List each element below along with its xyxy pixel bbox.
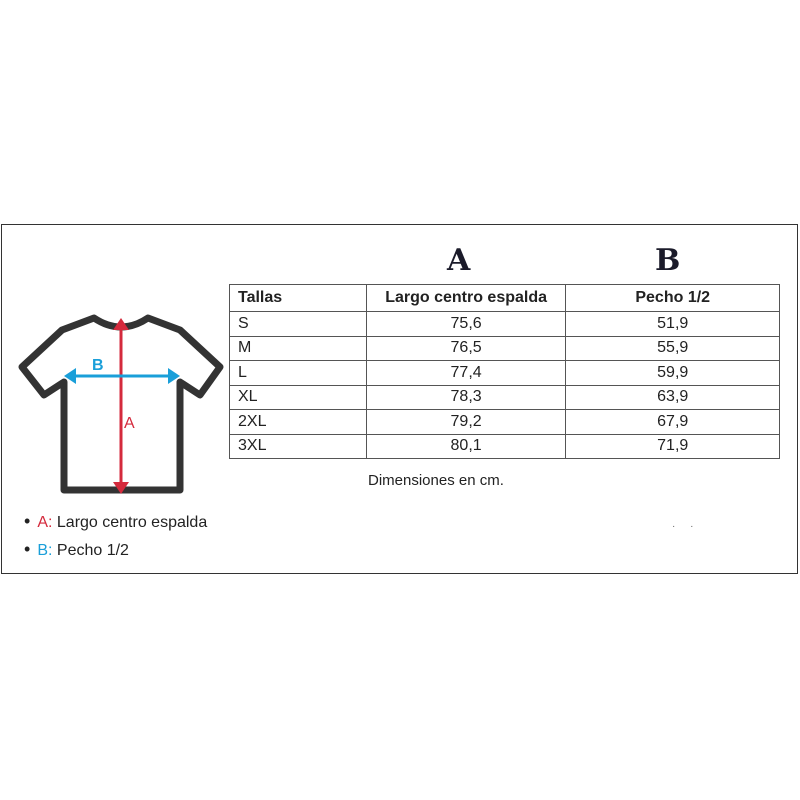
column-a-letter: A	[447, 243, 471, 278]
header-tallas: Tallas	[230, 285, 367, 312]
tshirt-diagram	[14, 312, 229, 500]
header-largo: Largo centro espalda	[366, 285, 566, 312]
size-cell: M	[230, 336, 367, 361]
table-row	[230, 434, 780, 459]
stray-marks-icon: · ·	[672, 521, 700, 532]
diagram-label-b: B	[92, 357, 104, 374]
size-cell: L	[230, 361, 367, 386]
bullet-icon: •	[24, 539, 31, 559]
length-cell: 76,5	[366, 336, 566, 361]
chest-cell: 63,9	[566, 385, 780, 410]
legend-item-a	[24, 511, 207, 532]
chest-cell: 67,9	[566, 410, 780, 435]
legend-key-b: B:	[37, 542, 53, 559]
measure-a-arrow-icon	[113, 318, 129, 494]
length-cell: 78,3	[366, 385, 566, 410]
size-cell: 2XL	[230, 410, 367, 435]
legend-key-a: A:	[37, 514, 53, 531]
chest-cell: 51,9	[566, 312, 780, 337]
length-cell: 79,2	[366, 410, 566, 435]
legend-text-b: Pecho 1/2	[56, 542, 129, 559]
chest-cell: 55,9	[566, 336, 780, 361]
bullet-icon: •	[24, 511, 31, 531]
table-row	[230, 361, 780, 386]
legend-text-a: Largo centro espalda	[56, 514, 208, 531]
length-cell: 75,6	[366, 312, 566, 337]
size-cell: 3XL	[230, 434, 367, 459]
table-row	[230, 410, 780, 435]
header-pecho: Pecho 1/2	[566, 285, 780, 312]
size-cell: XL	[230, 385, 367, 410]
chest-cell: 71,9	[566, 434, 780, 459]
table-row	[230, 336, 780, 361]
column-b-letter: B	[655, 243, 681, 278]
size-cell: S	[230, 312, 367, 337]
chest-cell: 59,9	[566, 361, 780, 386]
diagram-label-a: A	[124, 415, 135, 432]
table-row	[230, 385, 780, 410]
length-cell: 80,1	[366, 434, 566, 459]
units-note: Dimensiones en cm.	[368, 472, 504, 489]
length-cell: 77,4	[366, 361, 566, 386]
size-table	[229, 284, 780, 459]
table-header-row	[230, 285, 780, 312]
table-row	[230, 312, 780, 337]
legend-item-b	[24, 539, 129, 560]
